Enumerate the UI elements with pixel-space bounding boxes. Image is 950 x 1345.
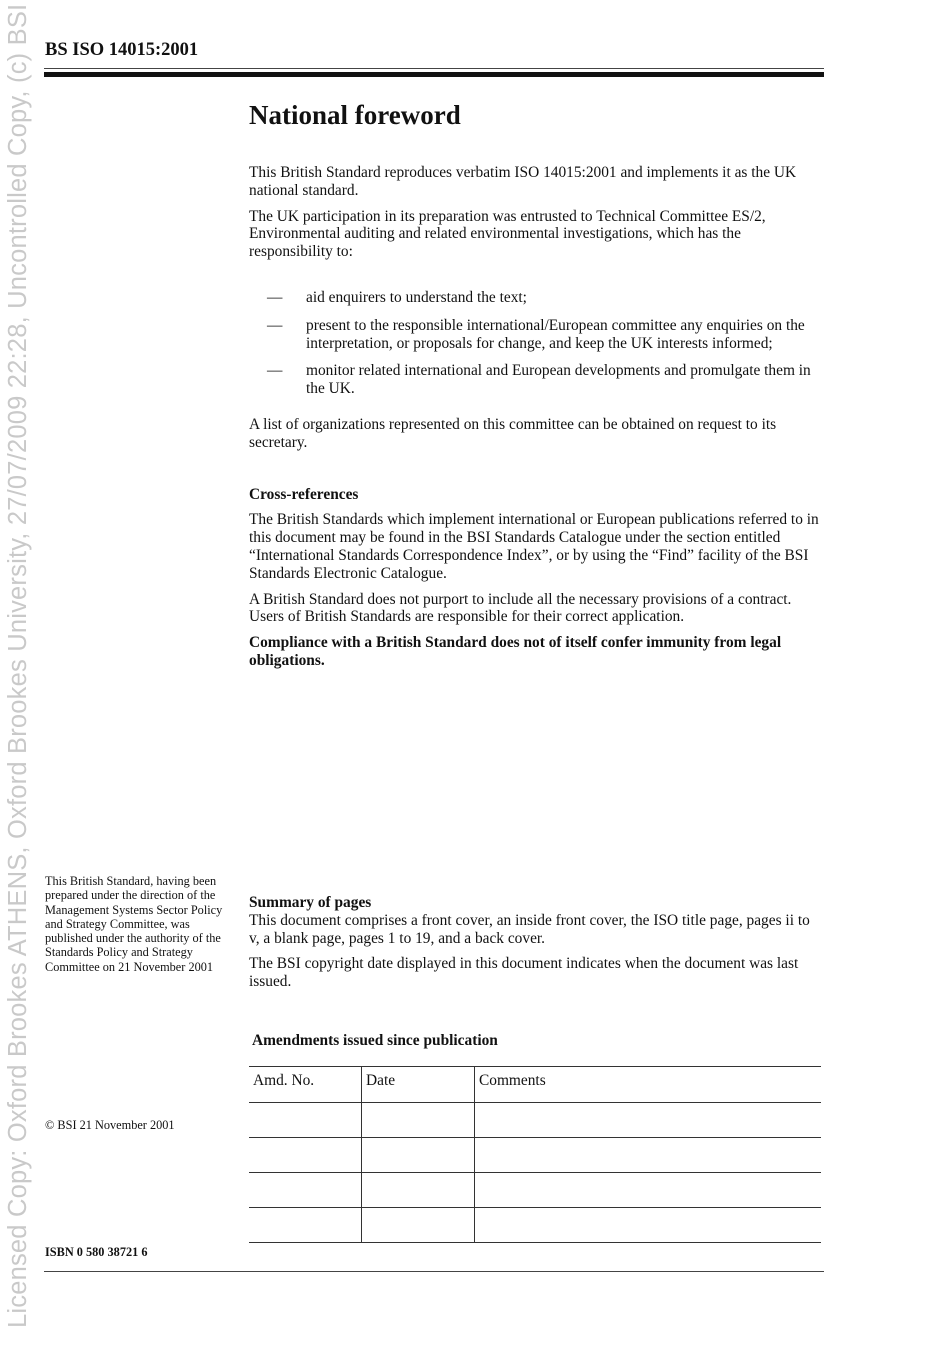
foreword-paragraph-3: A list of organizations represented on this committee can be obtained on request to its secretary. xyxy=(249,415,777,451)
table-row xyxy=(249,1173,821,1208)
list-item xyxy=(249,362,824,398)
dash-marker: — xyxy=(267,362,283,380)
summary-heading: Summary of pages xyxy=(249,894,372,911)
table-cell xyxy=(249,1138,362,1173)
license-watermark: Licensed Copy: Oxford Brookes ATHENS, Oxford Brookes University, 27/07/2009 22:28, Uncontrolled Copy, (c) BSI xyxy=(4,3,32,1328)
page-title: National foreword xyxy=(249,100,461,130)
cross-references-paragraph-2: A British Standard does not purport to include all the necessary provisions of a contract. Users of British Standards are responsible for their correct application. xyxy=(249,590,792,626)
responsibility-list xyxy=(249,289,824,398)
summary-of-pages xyxy=(249,894,824,999)
cross-references-heading: Cross-references xyxy=(249,485,359,503)
list-item-text: monitor related international and European developments and promulgate them in the UK. xyxy=(306,362,811,398)
foreword-paragraph-2: The UK participation in its preparation was entrusted to Technical Committee ES/2, Environmental auditing and related environmental investigations, which has the responsibility to: xyxy=(249,207,766,261)
table-cell xyxy=(249,1103,362,1138)
table-row xyxy=(249,1208,821,1243)
table-cell xyxy=(475,1138,822,1173)
document-code: BS ISO 14015:2001 xyxy=(45,40,199,60)
list-item-text: aid enquirers to understand the text; xyxy=(306,288,527,306)
table-cell xyxy=(362,1208,475,1243)
list-item xyxy=(249,289,824,307)
dash-marker: — xyxy=(267,316,283,334)
amendments-table xyxy=(249,1066,821,1243)
foreword-body xyxy=(249,164,824,678)
column-header-comments: Comments xyxy=(475,1067,822,1103)
footer-rule xyxy=(44,1271,824,1272)
table-cell xyxy=(362,1173,475,1208)
table-cell xyxy=(475,1103,822,1138)
table-cell xyxy=(475,1208,822,1243)
column-header-date: Date xyxy=(362,1067,475,1103)
cross-references-paragraph-1: The British Standards which implement international or European publications referred to in this document may be found in the BSI Standards Catalogue under the section entitled “International Standards Correspondence Index”, or by using the “Find” facility of the BSI Standards Electronic Catalogue. xyxy=(249,511,819,582)
dash-marker: — xyxy=(267,288,283,306)
table-cell xyxy=(249,1173,362,1208)
summary-paragraph-1: This document comprises a front cover, an inside front cover, the ISO title page, pages ii to v, a blank page, pages 1 to 19, and a back cover. xyxy=(249,911,810,947)
column-header-amd-no: Amd. No. xyxy=(249,1067,362,1103)
foreword-paragraph-1: This British Standard reproduces verbatim ISO 14015:2001 and implements it as the UK national standard. xyxy=(249,164,797,199)
table-cell xyxy=(475,1173,822,1208)
header-rule-thick xyxy=(44,72,824,77)
summary-paragraph-2: The BSI copyright date displayed in this document indicates when the document was last issued. xyxy=(249,955,799,991)
table-cell xyxy=(362,1103,475,1138)
table-row xyxy=(249,1138,821,1173)
table-header-row xyxy=(249,1067,821,1103)
amendments-title: Amendments issued since publication xyxy=(252,1032,498,1049)
table-cell xyxy=(362,1138,475,1173)
table-row xyxy=(249,1103,821,1138)
copyright-notice: © BSI 21 November 2001 xyxy=(45,1118,175,1132)
compliance-statement: Compliance with a British Standard does not of itself confer immunity from legal obligations. xyxy=(249,634,782,669)
header-rule-thin xyxy=(44,68,824,69)
table-cell xyxy=(249,1208,362,1243)
isbn: ISBN 0 580 38721 6 xyxy=(45,1245,148,1259)
publication-note: This British Standard, having been prepared under the direction of the Management Systems Sector Policy and Strategy Committee, was published under the authority of the Standards Policy and Strategy Committee on 21 November 2001 xyxy=(45,874,223,974)
list-item xyxy=(249,317,824,353)
list-item-text: present to the responsible international/European committee any enquiries on the interpretation, or proposals for change, and keep the UK interests informed; xyxy=(306,316,805,352)
